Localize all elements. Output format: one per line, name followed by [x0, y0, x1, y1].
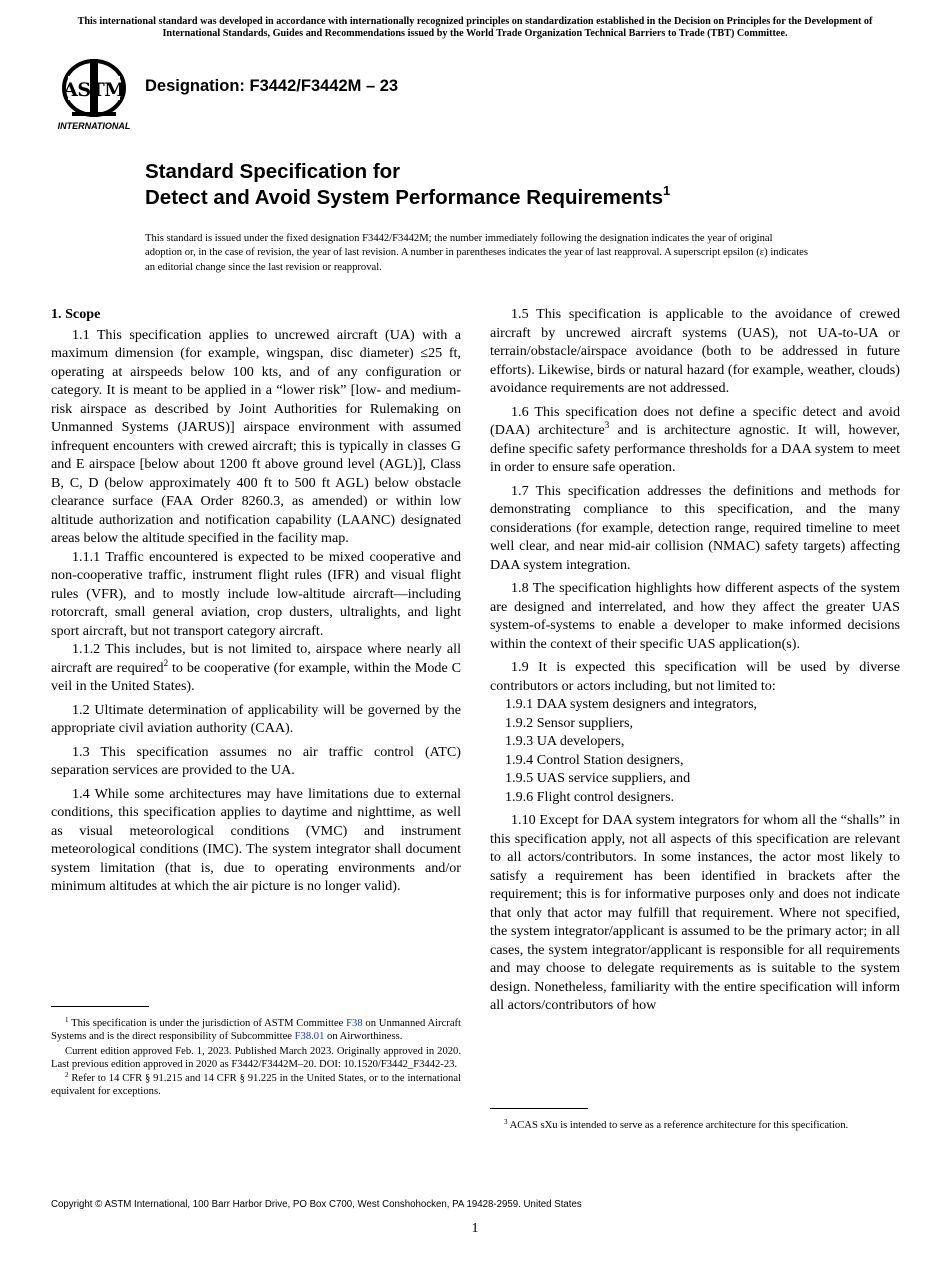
- page-number: 1: [471, 1221, 479, 1236]
- paragraph-1-6-text-b: and is architecture agnostic. It will, however, define specific safety performance thresholds for a DAA system to meet in order to ensure safe operation.: [490, 422, 900, 475]
- footnote-1-text-c: on Airworthiness.: [324, 1031, 403, 1043]
- footnote-1-text-b: on Unmanned Aircraft Systems and is the direct responsibility of Subcommittee: [51, 1018, 461, 1043]
- list-item: 1.9.1 DAA system designers and integrators,: [505, 696, 758, 712]
- list-item: 1.9.4 Control Station designers,: [505, 751, 684, 768]
- paragraph-1-1-2-text-a: 1.1.2 This includes, but is not limited to, airspace where nearly all aircraft are required: [51, 641, 461, 676]
- list-item: 1.9.2 Sensor suppliers,: [505, 714, 634, 731]
- title-footnote-mark: 1: [662, 183, 671, 198]
- left-column: [51, 305, 461, 901]
- list-item: 1.9.3 UA developers,: [505, 733, 625, 749]
- footnote-rule: [51, 1006, 149, 1007]
- paragraph-1-5: 1.5 This specification is applicable to the avoidance of crewed aircraft by uncrewed aircraft systems (UAS), not UA-to-UA or terrain/obstacle/airspace avoidance (both to be addressed in future efforts). Likewise, birds or natural hazard (for example, weather, clouds) avoidance requirements are not addressed.: [490, 306, 900, 396]
- footnote-1: [51, 1017, 461, 1044]
- right-column: [490, 305, 900, 1020]
- paragraph-1-6-text-a: 1.6 This specification does not define a specific detect and avoid (DAA) architecture: [490, 403, 900, 438]
- footnote-ref-2: 2: [163, 657, 169, 668]
- list-item: 1.9.5 UAS service suppliers, and: [505, 770, 691, 786]
- footnote-3-para: [490, 1119, 900, 1132]
- paragraph-1-1-2: [51, 640, 461, 696]
- footnote-1-edition: Current edition approved Feb. 1, 2023. Published March 2023. Originally approved in 2020. Last previous edition approved in 2020 as F3442/F3442M–20. DOI: 10.1520/F3442_F3442-23.: [51, 1045, 461, 1070]
- right-footnotes: [490, 1108, 900, 1133]
- logo-subtext: INTERNATIONAL: [57, 121, 131, 131]
- astm-logo-graphic: [52, 56, 136, 132]
- subcommittee-f38-01-link[interactable]: F38.01: [294, 1031, 325, 1043]
- footnote-2-mark: 2: [65, 1071, 69, 1080]
- list-item: 1.9.6 Flight control designers.: [505, 788, 675, 805]
- section-heading-scope: 1. Scope: [51, 306, 101, 322]
- document-title: [145, 159, 670, 211]
- paragraph-1-1-1: 1.1.1 Traffic encountered is expected to be mixed cooperative and non-cooperative traffic, instrument flight rules (IFR) and visual flight rules (VFR), and to mostly include low-altitude aircraft—including rotorcraft, small general aviation, crop dusters, ultralights, and light sport aircraft, but not transport category aircraft.: [51, 548, 461, 639]
- left-footnotes: [51, 1006, 461, 1100]
- committee-f38-link[interactable]: F38: [346, 1018, 363, 1029]
- title-line-2: [145, 185, 670, 211]
- paragraph-1-1-2-text-b: to be cooperative (for example, within the Mode C veil in the United States).: [51, 659, 461, 694]
- paragraph-1-4: 1.4 While some architectures may have limitations due to external conditions, this specification applies to daytime and nighttime, as well as visual meteorological conditions (VMC) and instrument meteorological conditions (IMC). The system integrator shall document system limitation (that is, due to operating environments and/or minimum altitudes at which the air picture is no longer valid).: [51, 785, 461, 894]
- footnotes-block: [51, 1017, 461, 1099]
- logo-text: ASTM: [63, 79, 125, 101]
- title-line-1: Standard Specification for: [145, 160, 401, 183]
- footnote-2-text: Refer to 14 CFR § 91.215 and 14 CFR § 91.225 in the United States, or to the international equivalent for exceptions.: [51, 1073, 462, 1098]
- title-line-2-text: Detect and Avoid System Performance Requirements: [145, 186, 663, 209]
- footnote-3: [490, 1119, 900, 1132]
- footnote-1-text-a: This specification is under the jurisdiction of ASTM Committee: [71, 1018, 347, 1029]
- copyright: Copyright © ASTM International, 100 Barr Harbor Drive, PO Box C700, West Conshohocken, PA 19428-2959. United States: [51, 1199, 582, 1210]
- paragraph-1-2: 1.2 Ultimate determination of applicability will be governed by the appropriate civil aviation authority (CAA).: [51, 701, 461, 736]
- issuance-statement: This standard is issued under the fixed designation F3442/F3442M; the number immediately following the designation indicates the year of original adoption or, in the case of revision, the year of last revision. A number in parentheses indicates the year of last reapproval. A superscript epsilon (ε) indicates an editorial change since the last revision or reapproval.: [145, 233, 808, 273]
- paragraph-1-8: 1.8 The specification highlights how different aspects of the system are designed and interrelated, and how they affect the greater UAS system-of-systems to enable a developer to make informed decisions within the context of their specific UAS application(s).: [490, 580, 900, 652]
- paragraph-1-3: 1.3 This specification assumes no air traffic control (ATC) separation services are provided to the UA.: [51, 743, 461, 778]
- footnote-2: [51, 1072, 461, 1099]
- footnote-ref-3: 3: [604, 420, 610, 430]
- paragraph-1-7: 1.7 This specification addresses the definitions and methods for demonstrating compliance to this specification, and the many considerations (for example, detection range, required timeline to meet well clear, and near mid-air collision (NMAC) safety targets) affecting DAA system integration.: [490, 482, 900, 573]
- tbt-notice: This international standard was developed in accordance with internationally recognized principles on standardization established in the Decision on Principles for the Development of International Standards, Guides and Recommendations issued by the World Trade Organization Technical Barriers to Trade (TBT) Committee.: [77, 16, 873, 39]
- paragraph-1-10: 1.10 Except for DAA system integrators for whom all the “shalls” in this specification apply, not all aspects of this specification are relevant to all actors/contributors. In some instances, the actor most likely to satisfy a requirement has been identified in brackets after the requirement; this is for informative purposes only and does not indicate that only that actor may fulfill that requirement. Where not specified, the system integrator/applicant is assumed to be the primary actor; in all cases, the system integrator/applicant is responsible for all requirements and may choose to delegate requirements as is suitable to the system design. Nonetheless, familiarity with the entire specification will inform all actors/contributors of how: [490, 812, 900, 1013]
- footnote-3-text: ACAS sXu is intended to serve as a reference architecture for this specification.: [509, 1120, 849, 1131]
- footnote-rule: [490, 1108, 588, 1109]
- paragraph-1-9: 1.9 It is expected this specification will be used by diverse contributors or actors including, but not limited to:: [490, 659, 900, 694]
- paragraph-1-1: 1.1 This specification applies to uncrewed aircraft (UA) with a maximum dimension (for example, wingspan, disc diameter) ≤25 ft, operating at airspeeds below 100 kts, and of any configuration or category. It is meant to be applied in a “lower risk” [low- and medium-risk airspace as described by Joint Authorities for Rulemaking on Unmanned Systems (JARUS)] airspace environment with assumed infrequent encounters with crewed aircraft; this is typically in classes G and E airspace [below about 1200 ft above ground level (AGL)], Class B, C, D (below approximately 400 ft to 500 ft AGL) below obstacle clearance surface (FAA Order 8260.3, as amended) or within low altitude authorization and notification capability (LAANC) designated areas below the altitude specified in the facility map.: [51, 326, 461, 546]
- footnote-3-mark: 3: [504, 1118, 508, 1126]
- footnote-1-mark: 1: [65, 1016, 69, 1024]
- astm-logo: [52, 56, 136, 132]
- designation: Designation: F3442/F3442M – 23: [145, 77, 399, 95]
- paragraph-1-6: [490, 403, 900, 477]
